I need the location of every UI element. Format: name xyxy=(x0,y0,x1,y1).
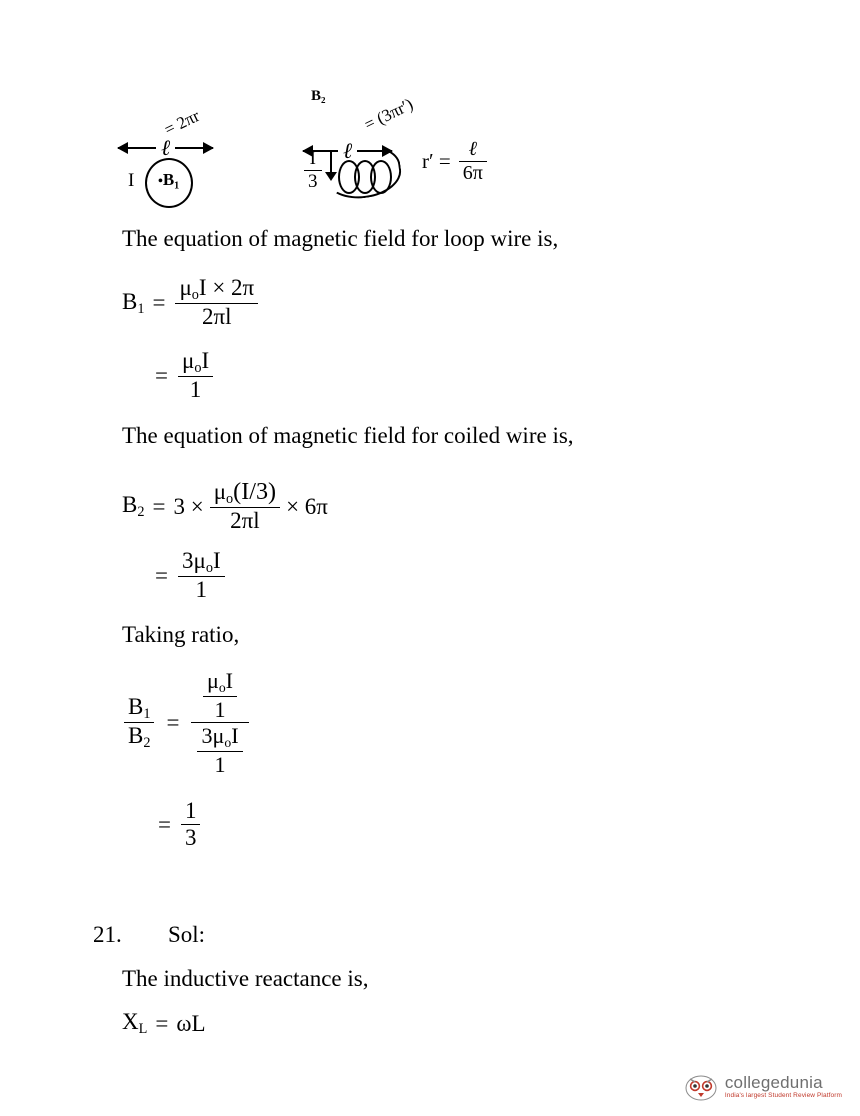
equation-ratio-lhs-fraction xyxy=(124,694,154,752)
loop-length-symbol: ℓ xyxy=(161,135,171,160)
equation-ratio-rhs-den-fraction: $\frac{3\mu_oI}{1}$ xyxy=(197,723,242,777)
equation-ratio-result xyxy=(158,798,202,852)
equation-xl-rhs: ωL xyxy=(176,1010,206,1036)
equation-b2b-fraction xyxy=(178,548,225,604)
radius-relation-numerator: ℓ xyxy=(459,138,487,162)
equation-b2-denominator: 2πl xyxy=(230,508,260,534)
loop-current-label: I xyxy=(128,170,135,191)
radius-relation-fraction xyxy=(459,138,487,185)
equation-b1 xyxy=(122,275,260,331)
coil-current-numerator: I xyxy=(304,148,322,171)
solution-label: Sol: xyxy=(168,922,206,947)
equation-b2-factor: 3 × xyxy=(173,493,204,519)
loop-length-expression: = 2πr xyxy=(161,105,203,140)
coil-length-expression: = (3πr′) xyxy=(361,94,416,135)
equation-b1-relation: = xyxy=(152,290,166,316)
watermark-text xyxy=(725,1074,842,1100)
coil-length-symbol: ℓ xyxy=(343,138,353,163)
equation-b1b-numerator: $\mu_oI$ xyxy=(178,348,213,377)
equation-ratio-lhs-denominator: $B_2$ xyxy=(128,722,151,751)
collegedunia-logo-icon xyxy=(684,1072,718,1102)
text-inductive-reactance-intro: The inductive reactance is, xyxy=(122,966,369,991)
equation-b2-simplified xyxy=(155,548,227,604)
equation-inductive-reactance xyxy=(122,1010,206,1036)
owl-logo-icon xyxy=(684,1072,718,1102)
equation-b1-simplified xyxy=(155,348,215,404)
equation-ratio-result-numerator: 1 xyxy=(181,798,201,825)
watermark-name: collegedunia xyxy=(724,1073,823,1093)
coil-field-label: B₂ xyxy=(311,88,326,104)
arrow-left-icon xyxy=(118,147,156,149)
loop-field-label: •B₁ xyxy=(158,170,180,189)
text-coil-equation-intro: The equation of magnetic field for coiled wire is, xyxy=(122,423,574,448)
equation-ratio-rhs-denominator xyxy=(191,723,248,777)
equation-ratio-rhs-num-fraction: $\frac{\mu_oI}{1}$ xyxy=(203,668,237,722)
loop-length-arrow-row xyxy=(118,135,213,161)
equation-ratio-lhs-numerator: $B_1$ xyxy=(124,694,154,723)
equation-ratio-result-fraction xyxy=(181,798,201,852)
equation-b2b-relation: = xyxy=(155,563,168,589)
dot-icon: • xyxy=(158,174,163,189)
watermark xyxy=(684,1072,842,1102)
equation-ratio-rhs-numerator xyxy=(191,668,248,723)
arrow-right-icon xyxy=(175,147,213,149)
equation-ratio-rhs-fraction xyxy=(191,668,248,777)
watermark-tagline: India's largest Student Review Platform xyxy=(724,1092,842,1100)
equation-b2b-denominator: 1 xyxy=(195,577,208,603)
equation-b1b-relation: = xyxy=(155,363,168,389)
equation-ratio xyxy=(122,668,251,777)
question-number: 21. xyxy=(93,922,122,947)
text-taking-ratio: Taking ratio, xyxy=(122,622,240,647)
equation-b2 xyxy=(122,478,328,535)
text-loop-equation-intro: The equation of magnetic field for loop wire is, xyxy=(122,226,559,251)
radius-relation-lhs: r′ = xyxy=(422,149,451,173)
figure-diagram xyxy=(0,60,860,220)
equation-b2-fraction xyxy=(210,478,280,535)
equation-ratio-result-denominator: 3 xyxy=(184,825,197,851)
equation-b1-numerator: $\mu_oI \times 2\pi$ xyxy=(175,275,258,304)
equation-b2-lhs: $B_2$ xyxy=(122,492,145,521)
equation-b1-fraction xyxy=(175,275,258,331)
equation-b2-relation: = xyxy=(152,493,166,519)
radius-relation-denominator: 6π xyxy=(462,162,483,184)
equation-b2-numerator: $\mu_o(I/3)$ xyxy=(210,478,280,508)
radius-relation xyxy=(422,138,489,185)
equation-b2-tail: × 6π xyxy=(286,493,328,519)
equation-b1-denominator: 2πl xyxy=(202,304,232,330)
coil-current-denominator: 3 xyxy=(308,170,318,192)
equation-b1-lhs: $B_1$ xyxy=(122,288,145,317)
equation-ratio-relation: = xyxy=(166,709,180,735)
equation-ratio-result-relation: = xyxy=(158,812,171,838)
coil-current-fraction xyxy=(304,148,322,193)
equation-b1b-denominator: 1 xyxy=(189,377,202,403)
equation-xl-lhs: $X_L$ xyxy=(122,1009,148,1037)
equation-xl-relation: = xyxy=(155,1010,169,1036)
equation-b1b-fraction xyxy=(178,348,213,404)
equation-b2b-numerator: $3\mu_oI$ xyxy=(178,548,225,577)
